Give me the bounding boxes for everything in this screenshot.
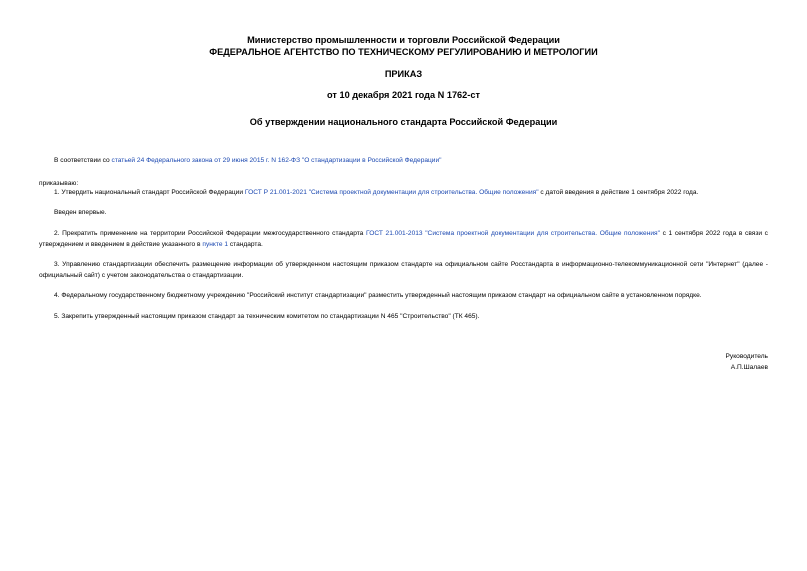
order-word: приказываю:	[39, 180, 79, 187]
signatory-name: А.П.Шалаев	[730, 364, 768, 371]
gost-r-21-001-2021-link[interactable]: ГОСТ Р 21.001-2021 "Система проектной документации для строительства. Общие положения"	[244, 189, 539, 196]
document-date-number: от 10 декабря 2021 года N 1762-ст	[327, 90, 480, 100]
order-item-5: 5. Закрепить утвержденный настоящим приказом стандарт за техническим комитетом по стандартизации N 465 "Строительство" (ТК 465).	[54, 313, 480, 320]
order-item-4: 4. Федеральному государственному бюджетному учреждению "Российский институт стандартизации" разместить утвержденный настоящим приказом стандарт на официальном сайте в установленном порядке.	[54, 292, 702, 299]
item1-text-after: с датой введения в действие 1 сентября 2022 года.	[538, 189, 699, 196]
clause-1-link[interactable]: пункте 1	[202, 240, 228, 248]
item2-text-after: стандарта.	[228, 240, 263, 248]
preamble-paragraph	[39, 156, 768, 167]
document-subject: Об утверждении национального стандарта Российской Федерации	[249, 117, 558, 127]
preamble-text: В соответствии со	[54, 157, 112, 164]
item1-text-before: 1. Утвердить национальный стандарт Российской Федерации	[54, 189, 245, 196]
item2-text-middle: с 1 сентября 2022 года в связи с утверждением и введением в действие указанного в	[39, 230, 768, 248]
ministry-name: Министерство промышленности и торговли Российской Федерации	[247, 35, 560, 45]
federal-law-link[interactable]: статьей 24 Федерального закона от 29 июня 2015 г. N 162-ФЗ "О стандартизации в Российской Федерации"	[111, 157, 442, 164]
order-item-1	[39, 188, 768, 199]
document-type: ПРИКАЗ	[384, 69, 423, 79]
item2-text-before: 2. Прекратить применение на территории Российской Федерации межгосударственного стандарта	[54, 230, 366, 237]
gost-21-001-2013-link[interactable]: ГОСТ 21.001-2013 "Система проектной документации для строительства. Общие положения"	[366, 230, 660, 237]
order-item-2	[39, 229, 768, 250]
agency-name: ФЕДЕРАЛЬНОЕ АГЕНТСТВО ПО ТЕХНИЧЕСКОМУ РЕГУЛИРОВАНИЮ И МЕТРОЛОГИИ	[209, 47, 598, 57]
signatory-title: Руководитель	[725, 353, 768, 360]
order-item-3: 3. Управлению стандартизации обеспечить размещение информации об утвержденном настоящим приказом стандарте на официальном сайте Росстандарта в информационно-телекоммуникационной сети "Интернет" (далее - официальный сайт) с учетом законодательства о стандартизации.	[39, 261, 768, 279]
introduction-note: Введен впервые.	[54, 209, 107, 216]
